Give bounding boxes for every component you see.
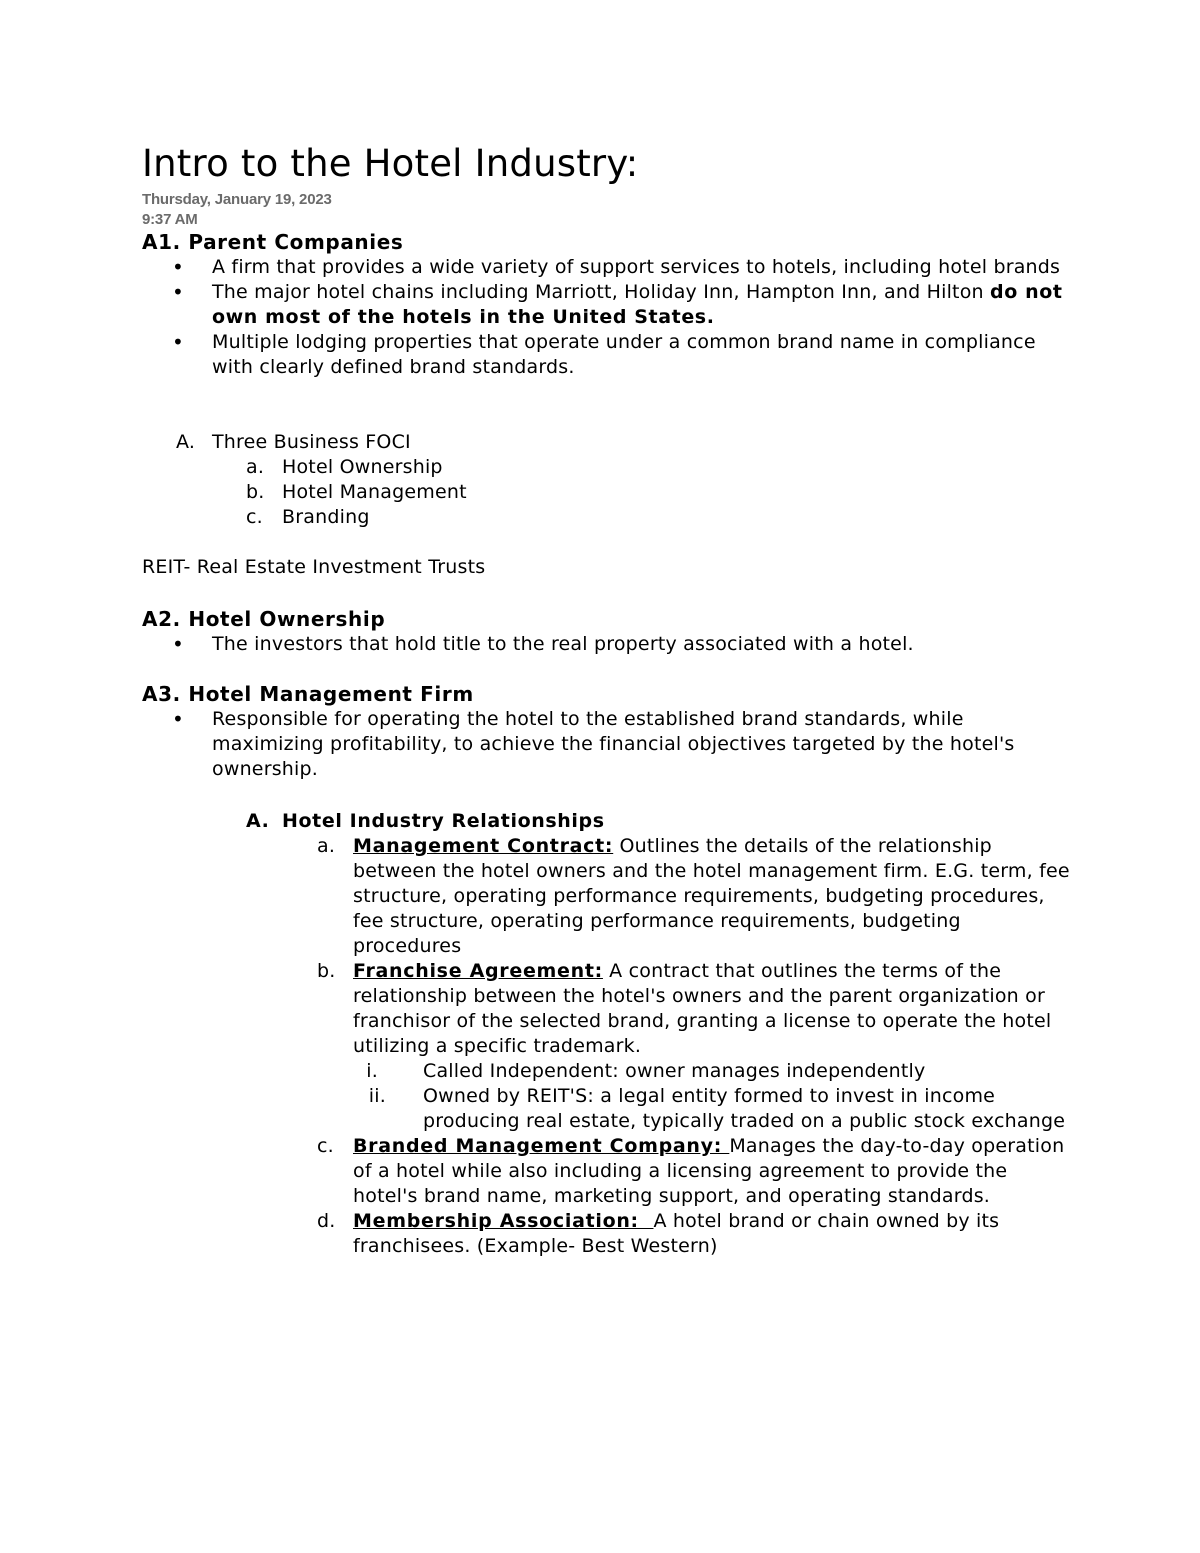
list-marker: c.	[317, 1135, 334, 1157]
section-a1-heading: A1. Parent Companies	[142, 230, 404, 254]
relationships-heading	[142, 809, 1072, 834]
list-item	[142, 505, 1072, 530]
foci-item-label: Hotel Management	[282, 481, 467, 503]
bullet-text: A firm that provides a wide variety of support services to hotels, including hotel brands	[212, 256, 1061, 278]
list-item	[142, 330, 1072, 380]
list-marker: c.	[246, 506, 263, 528]
bullet-icon: •	[172, 707, 184, 731]
note-date: Thursday, January 19, 2023	[142, 191, 332, 208]
sub-item-text: Called Independent: owner manages independently	[423, 1060, 926, 1082]
bullet-icon: •	[172, 280, 184, 304]
list-marker: a.	[246, 456, 265, 478]
bullet-icon: •	[172, 632, 184, 656]
reit-definition: REIT- Real Estate Investment Trusts	[142, 556, 486, 578]
foci-label: Three Business FOCI	[212, 431, 411, 453]
bullet-icon: •	[172, 255, 184, 279]
relationships-heading-label: Hotel Industry Relationships	[282, 810, 605, 832]
list-item	[142, 480, 1072, 505]
sub-item-text: Owned by REIT'S: a legal entity formed to invest in income producing real estate, typically traded on a public stock exchange	[423, 1085, 1066, 1132]
term-definition: A contract that outlines the terms of the relationship between the hotel's owners and the parent organization or franchisor of the selected brand, granting a license to operate the hotel utilizing a specific trademark.	[353, 960, 1052, 1057]
list-item	[142, 1134, 1072, 1209]
list-marker: i.	[366, 1060, 378, 1082]
term-definition: Manages the day-to-day operation of a hotel while also including a licensing agreement to provide the hotel's brand name, marketing support, and operating standards.	[353, 1135, 1065, 1207]
term-management-contract: Management Contract:	[353, 835, 614, 857]
bullet-text: The investors that hold title to the real property associated with a hotel.	[212, 633, 914, 655]
list-marker: a.	[317, 835, 336, 857]
list-item	[142, 1059, 1072, 1084]
foci-heading	[142, 430, 1072, 455]
bullet-text: The major hotel chains including Marriott, Holiday Inn, Hampton Inn, and Hilton	[212, 281, 991, 303]
section-a2-heading: A2. Hotel Ownership	[142, 607, 386, 631]
list-item	[142, 632, 1072, 657]
bullet-text: Responsible for operating the hotel to the established brand standards, while maximizing profitability, to achieve the financial objectives targeted by the hotel's ownership.	[212, 708, 1015, 780]
term-branded-management-company: Branded Management Company:	[353, 1135, 730, 1157]
list-item	[142, 280, 1072, 330]
bullet-icon: •	[172, 330, 184, 354]
note-page	[142, 142, 1072, 1259]
page-title: Intro to the Hotel Industry:	[142, 142, 639, 185]
list-item	[142, 1209, 1072, 1259]
list-marker: ii.	[368, 1085, 386, 1107]
list-marker: A.	[176, 431, 196, 453]
list-marker: b.	[246, 481, 265, 503]
list-item	[142, 255, 1072, 280]
list-item	[142, 834, 1072, 959]
list-marker: b.	[317, 960, 336, 982]
term-definition: Outlines the details of the relationship between the hotel owners and the hotel management firm. E.G. term, fee structure, operating performance requirements, budgeting procedures, fee structure, operating performance requirements, budgeting procedures	[353, 835, 1070, 957]
list-marker: d.	[317, 1210, 336, 1232]
foci-item-label: Branding	[282, 506, 370, 528]
foci-item-label: Hotel Ownership	[282, 456, 443, 478]
list-item	[142, 707, 1072, 782]
section-a3-heading: A3. Hotel Management Firm	[142, 682, 474, 706]
note-time: 9:37 AM	[142, 211, 198, 228]
term-franchise-agreement: Franchise Agreement:	[353, 960, 603, 982]
bullet-emphasis: do not own most of the hotels in the United States.	[212, 281, 1063, 328]
term-definition: A hotel brand or chain owned by its franchisees. (Example- Best Western)	[353, 1210, 1000, 1257]
bullet-text: Multiple lodging properties that operate under a common brand name in compliance with clearly defined brand standards.	[212, 331, 1036, 378]
list-item	[142, 959, 1072, 1059]
list-item	[142, 455, 1072, 480]
list-item	[142, 1084, 1072, 1134]
term-membership-association: Membership Association:	[353, 1210, 654, 1232]
list-marker: A.	[246, 810, 270, 832]
